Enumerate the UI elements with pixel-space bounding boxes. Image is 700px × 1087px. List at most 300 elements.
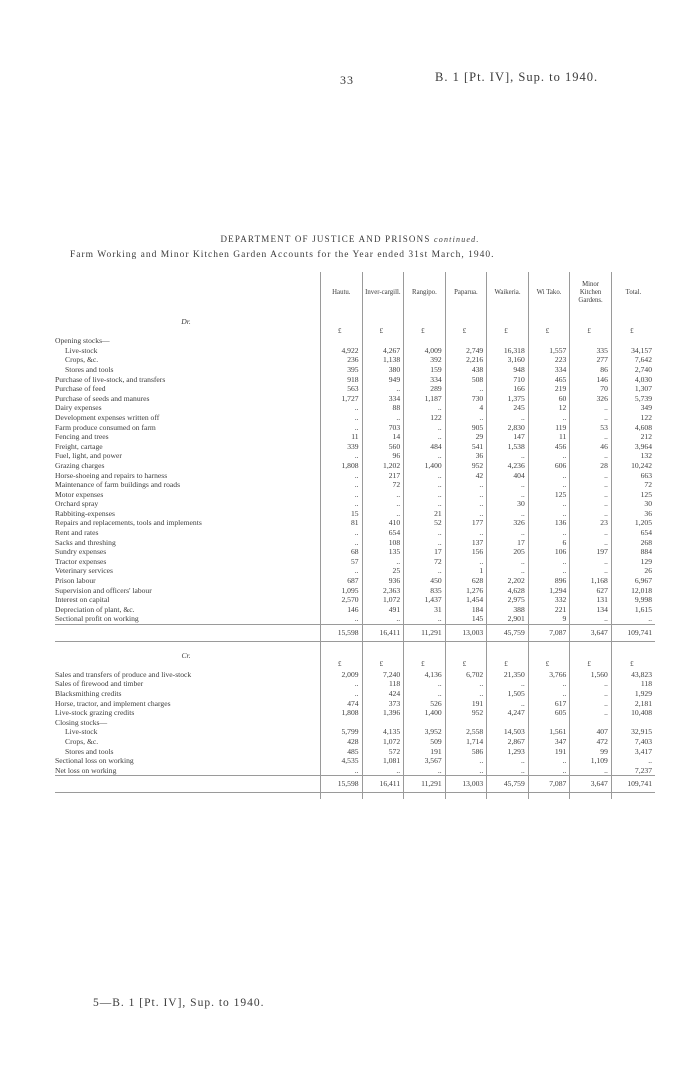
empty-cell [321,792,363,799]
label-header [55,272,321,314]
currency-symbol: £ [611,327,655,337]
table-cell: .. [528,528,570,538]
table-cell: 3,766 [528,670,570,680]
table-cell: .. [404,423,446,433]
table-cell: 46 [570,442,612,452]
table-row [55,727,655,737]
row-label: Sectional loss on working [55,756,134,766]
table-cell [445,718,487,728]
total-cell: 15,598 [321,776,363,793]
table-cell: 4,922 [321,346,363,356]
table-row [55,423,655,433]
table-cell [487,336,529,346]
table-row [55,557,655,567]
table-cell: .. [528,509,570,519]
table-cell: 53 [570,423,612,433]
table-row [55,699,655,709]
table-cell: 1,400 [404,461,446,471]
section-heading-row [55,314,655,327]
table-cell: .. [570,432,612,442]
table-cell: 1,138 [362,355,404,365]
table-cell: .. [487,509,529,519]
empty-cell [487,792,529,799]
total-cell: 11,291 [404,776,446,793]
table-cell [611,718,655,728]
table-cell: 1,400 [404,708,446,718]
table-cell: .. [528,499,570,509]
table-row [55,432,655,442]
table-cell: 2,216 [445,355,487,365]
table-cell [321,336,363,346]
row-label: Crops, &c. [65,736,99,746]
table-cell: 36 [445,451,487,461]
table-cell: .. [362,499,404,509]
table-cell: .. [487,413,529,423]
row-label: Supervision and officers' labour [55,585,152,595]
table-cell: 4,608 [611,423,655,433]
table-cell: 2,830 [487,423,529,433]
table-row [55,375,655,385]
table-cell: 392 [404,355,446,365]
currency-row [55,660,655,670]
table-cell: 68 [321,547,363,557]
page-footer: 5—B. 1 [Pt. IV], Sup. to 1940. [93,997,265,1009]
empty-cell [445,648,487,661]
table-cell: 349 [611,403,655,413]
empty-cell [570,792,612,799]
row-label: Maintenance of farm buildings and roads [55,480,181,490]
row-label: Sales of firewood and timber [55,679,144,689]
table-cell: .. [404,490,446,500]
table-cell: 407 [570,727,612,737]
row-label: Sales and transfers of produce and live-stock [55,669,192,679]
table-cell [362,718,404,728]
table-cell: 484 [404,442,446,452]
row-label: Orchard spray [55,499,99,509]
table-cell: 11 [528,432,570,442]
row-label: Development expenses written off [55,412,160,422]
table-cell: 197 [570,547,612,557]
table-cell: .. [528,766,570,776]
table-cell: 491 [362,605,404,615]
table-cell: .. [404,614,446,624]
table-cell [528,336,570,346]
table-cell: 43,823 [611,670,655,680]
empty-cell [528,792,570,799]
table-cell: .. [362,614,404,624]
table-cell: .. [445,499,487,509]
table-cell: 108 [362,538,404,548]
table-row [55,336,655,346]
column-header-row [55,272,655,314]
table-cell: 3,160 [487,355,529,365]
table-cell: 410 [362,518,404,528]
table-cell: 373 [362,699,404,709]
currency-symbol: £ [445,327,487,337]
currency-symbol: £ [321,327,363,337]
table-cell [362,336,404,346]
table-cell: 277 [570,355,612,365]
row-label: Live-stock [65,345,98,355]
table-cell: 72 [362,480,404,490]
currency-symbol: £ [321,660,363,670]
department-title [0,234,700,244]
table-cell: .. [404,499,446,509]
column-header: Hautu. [321,272,363,314]
table-cell: 3,964 [611,442,655,452]
table-cell [445,336,487,346]
row-label: Horse-shoeing and repairs to harness [55,470,168,480]
table-row [55,566,655,576]
table-cell: 219 [528,384,570,394]
table-cell: 6,702 [445,670,487,680]
currency-symbol: £ [487,327,529,337]
table-cell: 1,276 [445,586,487,596]
currency-symbol: £ [362,327,404,337]
table-row [55,670,655,680]
table-cell: 14 [362,432,404,442]
table-cell: .. [570,403,612,413]
table-row [55,547,655,557]
table-cell: 28 [570,461,612,471]
row-label: Horse, tractor, and implement charges [55,698,171,708]
table-cell: 36 [611,509,655,519]
currency-symbol: £ [404,327,446,337]
empty-cell [570,314,612,327]
table-cell: 508 [445,375,487,385]
total-cell: 45,759 [487,776,529,793]
table-cell: .. [404,480,446,490]
table-cell: 332 [528,595,570,605]
empty-cell [487,648,529,661]
empty-cell [404,792,446,799]
table-cell: 1,205 [611,518,655,528]
table-cell: 334 [362,394,404,404]
column-header: Waikeria. [487,272,529,314]
table-cell: .. [321,499,363,509]
table-cell: .. [404,528,446,538]
table-cell: 663 [611,471,655,481]
empty-cell [445,314,487,327]
table-cell: 1 [445,566,487,576]
currency-symbol: £ [404,660,446,670]
row-label: Grazing charges [55,460,105,470]
table-cell: .. [611,756,655,766]
table-cell: 1,109 [570,756,612,766]
table-cell: .. [570,471,612,481]
currency-symbol: £ [570,660,612,670]
table-cell: 1,560 [570,670,612,680]
table-cell: 132 [611,451,655,461]
table-cell: 326 [487,518,529,528]
table-cell: 936 [362,576,404,586]
table-cell: .. [570,528,612,538]
total-cell: 7,087 [528,776,570,793]
empty-cell [404,648,446,661]
total-cell: 45,759 [487,625,529,642]
table-cell: 15 [321,509,363,519]
table-row [55,403,655,413]
table-cell [321,718,363,728]
table-cell: 1,293 [487,747,529,757]
table-cell: 4,267 [362,346,404,356]
table-cell: 835 [404,586,446,596]
table-cell: .. [362,413,404,423]
table-cell: 654 [362,528,404,538]
table-cell: 1,505 [487,689,529,699]
row-label: Freight, cartage [55,441,103,451]
table-cell: .. [362,490,404,500]
table-cell: 3,952 [404,727,446,737]
table-cell: 191 [445,699,487,709]
table-cell: .. [321,403,363,413]
table-cell: 380 [362,365,404,375]
table-cell: 1,307 [611,384,655,394]
table-cell: 334 [528,365,570,375]
table-cell: .. [528,566,570,576]
department-suffix: continued. [434,235,480,244]
currency-symbol: £ [487,660,529,670]
table-cell: 99 [570,747,612,757]
row-label: Purchase of seeds and manures [55,393,150,403]
table-cell: 918 [321,375,363,385]
row-label: Sundry expenses [55,547,107,557]
column-header: Paparua. [445,272,487,314]
table-cell: 11 [321,432,363,442]
table-cell: .. [321,566,363,576]
column-header: Wi Tako. [528,272,570,314]
table-cell: 223 [528,355,570,365]
row-label: Fuel, light, and power [55,451,122,461]
table-cell: 335 [570,346,612,356]
table-cell: 605 [528,708,570,718]
total-cell: 7,087 [528,625,570,642]
table-cell: 628 [445,576,487,586]
currency-symbol: £ [528,660,570,670]
table-cell: .. [570,614,612,624]
table-cell: 3,567 [404,756,446,766]
table-cell: 949 [362,375,404,385]
table-cell: .. [321,480,363,490]
table-row [55,538,655,548]
table-cell: .. [404,471,446,481]
table-cell: 118 [611,679,655,689]
empty-cell [321,314,363,327]
table-cell: 2,740 [611,365,655,375]
table-cell: 4,135 [362,727,404,737]
table-cell: 1,561 [528,727,570,737]
section-heading: Dr. [181,317,191,326]
total-cell: 11,291 [404,625,446,642]
empty-cell [611,792,655,799]
table-cell: 347 [528,737,570,747]
row-label: Purchase of live-stock, and transfers [55,374,166,384]
table-cell: 1,727 [321,394,363,404]
empty-cell [611,648,655,661]
table-cell: 125 [528,490,570,500]
table-row [55,471,655,481]
table-cell: .. [321,471,363,481]
table-cell: 245 [487,403,529,413]
table-cell: 96 [362,451,404,461]
row-label: Sacks and threshing [55,537,116,547]
section-heading: Cr. [181,650,191,660]
empty-cell [528,314,570,327]
table-cell: .. [404,679,446,689]
table-cell: 146 [321,605,363,615]
table-cell: 5,739 [611,394,655,404]
table-cell: .. [487,679,529,689]
table-cell: 474 [321,699,363,709]
table-row [55,756,655,766]
table-cell: 125 [611,490,655,500]
table-cell: .. [528,679,570,689]
row-label: Dairy expenses [55,403,102,413]
table-cell: .. [570,766,612,776]
table-cell: .. [445,557,487,567]
table-cell: 1,808 [321,461,363,471]
table-cell: 166 [487,384,529,394]
table-cell: 9,998 [611,595,655,605]
table-cell: 236 [321,355,363,365]
table-cell: 710 [487,375,529,385]
table-cell: .. [487,528,529,538]
table-cell: 617 [528,699,570,709]
page-reference: B. 1 [Pt. IV], Sup. to 1940. [435,70,599,84]
table-cell: .. [570,413,612,423]
table-cell: .. [445,766,487,776]
table-cell: 1,202 [362,461,404,471]
table-cell: 1,808 [321,708,363,718]
empty-cell [55,660,321,670]
empty-cell [570,648,612,661]
table-subtitle: Farm Working and Minor Kitchen Garden Accounts for the Year ended 31st March, 1940. [70,250,495,260]
table-cell: .. [487,566,529,576]
totals-row [55,625,655,642]
table-cell: 156 [445,547,487,557]
table-cell: 122 [611,413,655,423]
table-cell: 1,396 [362,708,404,718]
table-cell: 4,136 [404,670,446,680]
table-cell: .. [528,480,570,490]
table-cell: 428 [321,737,363,747]
column-header: Inver-cargill. [362,272,404,314]
total-cell: 13,003 [445,776,487,793]
table-cell: 687 [321,576,363,586]
table-cell: 26 [611,566,655,576]
table-cell: 12,018 [611,586,655,596]
table-cell: 4,030 [611,375,655,385]
row-label: Repairs and replacements, tools and implements [55,518,202,528]
table-cell: 289 [404,384,446,394]
row-label: Prison labour [55,576,96,586]
table-cell: .. [570,490,612,500]
total-cell: 3,647 [570,776,612,793]
table-cell: 88 [362,403,404,413]
table-cell: 1,168 [570,576,612,586]
table-cell [404,718,446,728]
table-cell: .. [570,708,612,718]
row-label: Opening stocks— [55,336,110,346]
empty-cell [611,314,655,327]
table-row [55,614,655,624]
table-cell: 526 [404,699,446,709]
table-row [55,461,655,471]
row-label: Rabbiting-expenses [55,508,115,518]
table-cell: 606 [528,461,570,471]
row-label: Stores and tools [65,364,114,374]
table-cell: 221 [528,605,570,615]
row-label: Rent and rates [55,528,99,538]
table-cell: .. [445,689,487,699]
row-label: Veterinary services [55,566,113,576]
table-cell: 159 [404,365,446,375]
table-cell: .. [528,557,570,567]
table-cell: 1,375 [487,394,529,404]
table-cell: .. [528,451,570,461]
table-cell: 136 [528,518,570,528]
table-row [55,451,655,461]
totals-row [55,776,655,793]
table-cell: 2,009 [321,670,363,680]
table-cell: 1,081 [362,756,404,766]
table-cell: 509 [404,737,446,747]
table-cell: 563 [321,384,363,394]
row-label: Sectional profit on working [55,614,139,624]
table-row [55,718,655,728]
table-cell: 5,799 [321,727,363,737]
table-cell: .. [404,432,446,442]
table-cell: 17 [404,547,446,557]
table-cell: 145 [445,614,487,624]
table-row [55,766,655,776]
table-cell: 21,350 [487,670,529,680]
table-cell: 7,237 [611,766,655,776]
table-cell [611,336,655,346]
table-cell: 30 [487,499,529,509]
table-cell [570,718,612,728]
table-row [55,509,655,519]
table-cell: 23 [570,518,612,528]
table-row [55,346,655,356]
table-cell: 31 [404,605,446,615]
table-cell: 2,749 [445,346,487,356]
table-cell: 3,417 [611,747,655,757]
table-cell: .. [487,756,529,766]
table-cell: .. [570,699,612,709]
table-cell: 34,157 [611,346,655,356]
table-cell: .. [362,557,404,567]
table-row [55,708,655,718]
table-cell: 16,318 [487,346,529,356]
table-cell: .. [321,766,363,776]
table-cell: .. [570,689,612,699]
table-cell: 1,072 [362,737,404,747]
table-cell: 339 [321,442,363,452]
currency-symbol: £ [528,327,570,337]
table-row [55,737,655,747]
table-cell: 654 [611,528,655,538]
row-label: Stores and tools [65,746,114,756]
column-header: Rangipo. [404,272,446,314]
empty-cell [445,792,487,799]
table-cell: .. [321,451,363,461]
table-cell: 135 [362,547,404,557]
table-cell: 4 [445,403,487,413]
currency-symbol: £ [570,327,612,337]
empty-cell [362,314,404,327]
table-cell: .. [528,756,570,766]
